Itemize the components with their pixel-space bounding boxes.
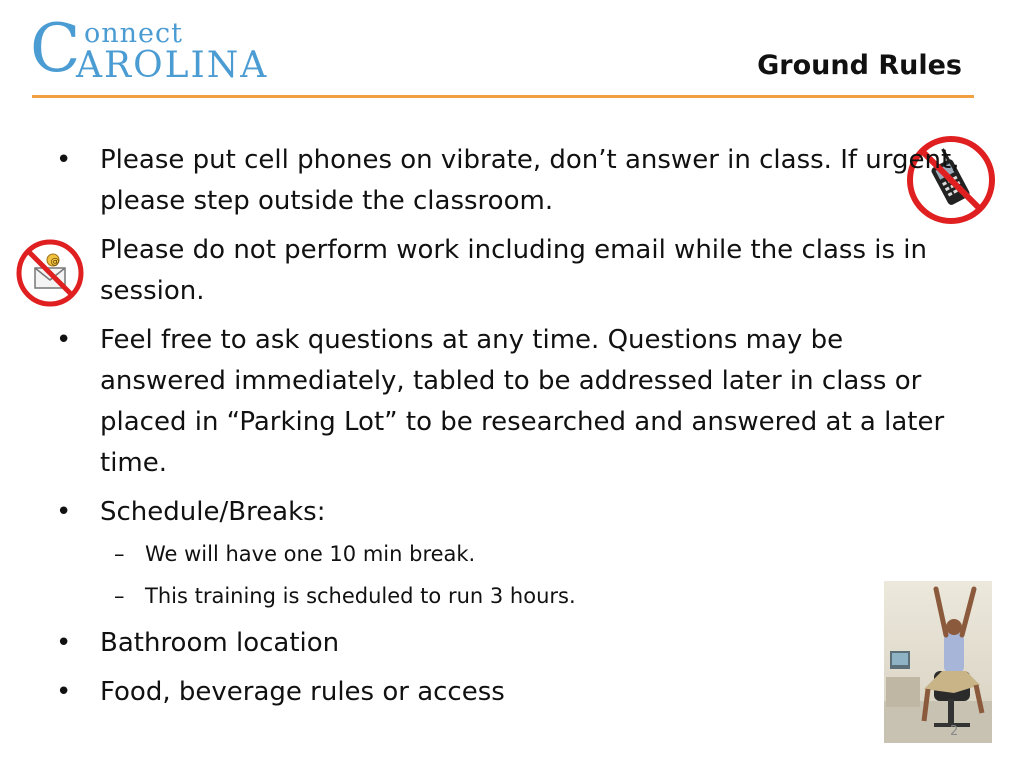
sub-bullet-duration [56,581,968,611]
logo-top-text: onnect [84,18,183,49]
bullet-text: Bathroom location [100,628,340,658]
bullet-mark: • [56,628,72,658]
bullet-mark: • [56,145,72,175]
bullet-mark: • [56,325,72,355]
page-number: 2 [950,724,959,739]
logo-c-letter: C [30,10,81,87]
bullet-item-food [56,672,968,713]
logo-bottom-text: AROLINA [76,45,269,86]
sub-bullet-mark: – [114,584,125,608]
bullet-text: Please do not perform work including email while the class is in session. [100,235,927,306]
bullet-item-email [56,230,968,312]
bullet-mark: • [56,497,72,527]
sub-bullet-mark: – [114,542,125,566]
slide-title: Ground Rules [757,50,962,81]
bullet-text: Feel free to ask questions at any time. Questions may be answered immediately, tabled to be addressed later in class or placed in “Parking Lot” to be researched and answered at a later time. [100,325,945,478]
sub-bullet-text: We will have one 10 min break. [145,542,476,566]
bullet-mark: • [56,677,72,707]
bullet-item-bathroom [56,623,968,664]
bullet-text: Food, beverage rules or access [100,677,505,707]
bullet-item-schedule [56,492,968,533]
bullet-text: Schedule/Breaks: [100,497,326,527]
svg-text:@: @ [50,257,60,267]
connect-carolina-logo [30,10,310,87]
bullet-text: Please put cell phones on vibrate, don’t answer in class. If urgent, please step outside the classroom. [100,145,960,216]
sub-bullet-break [56,539,968,569]
bullet-list [56,140,968,713]
stretching-person-photo [884,581,992,743]
bullet-item-phones [56,140,968,222]
bullet-item-questions [56,320,968,484]
title-underline [32,95,974,98]
sub-bullet-text: This training is scheduled to run 3 hours. [145,584,576,608]
